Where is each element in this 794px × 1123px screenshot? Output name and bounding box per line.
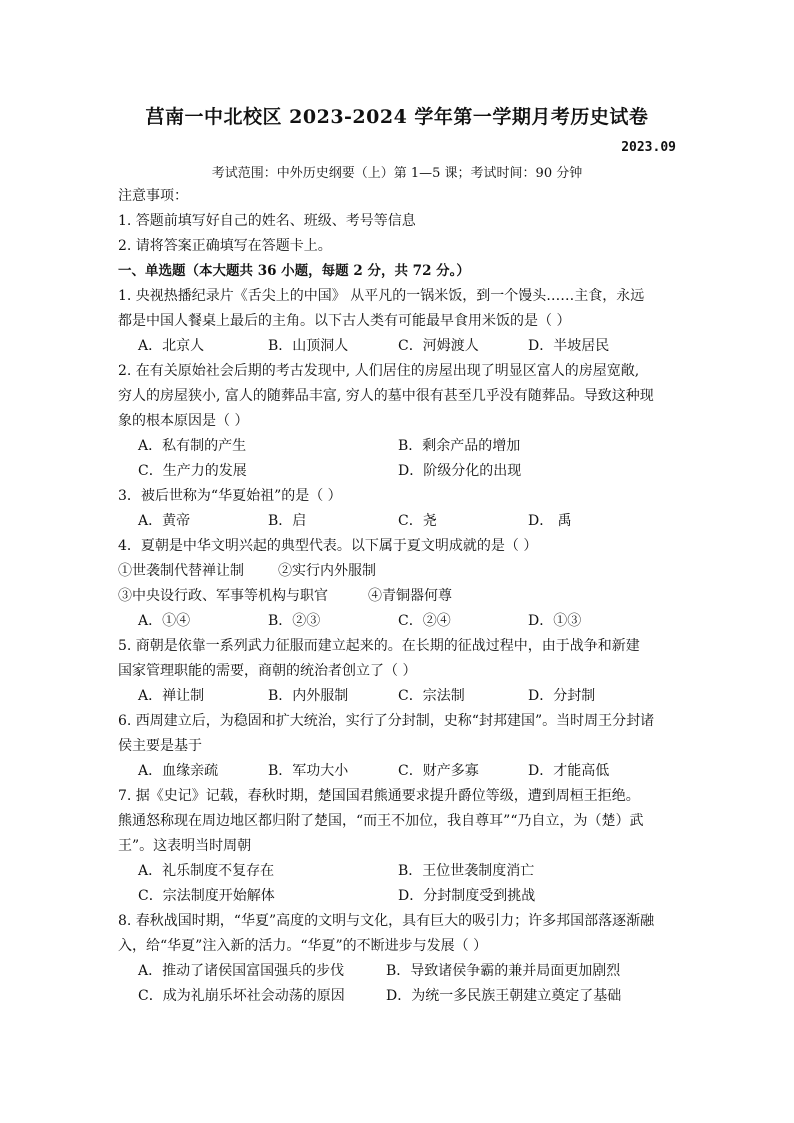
- options-row: [118, 684, 678, 709]
- statement-row: [118, 559, 678, 584]
- option-a: A．黄帝: [138, 513, 191, 529]
- option-a: A．禅让制: [138, 688, 205, 704]
- option-b: B．剩余产品的增加: [398, 438, 521, 454]
- question-text: 穷人的房屋狭小, 富人的随葬品丰富, 穷人的墓中很有甚至几乎没有随葬品。导致这种现: [118, 388, 654, 404]
- question-text: 7. 据《史记》记载，春秋时期，楚国国君熊通要求提升爵位等级，遭到周桓王拒绝。: [118, 788, 640, 804]
- option-d: D．阶级分化的出现: [398, 463, 522, 479]
- question-6: [118, 709, 678, 784]
- option-b: B．启: [268, 513, 307, 529]
- exam-date: 2023.09: [621, 140, 676, 155]
- question-4: [118, 534, 678, 634]
- option-a: A．血缘亲疏: [138, 763, 219, 779]
- question-5: [118, 634, 678, 709]
- option-d: D． 禹: [528, 513, 572, 529]
- options-row: [118, 434, 678, 459]
- option-d: D．为统一多民族王朝建立奠定了基础: [386, 988, 622, 1004]
- option-c: C．财产多寡: [398, 763, 479, 779]
- option-c: C．生产力的发展: [138, 463, 247, 479]
- statement-item: ③中央设行政、军事等机构与职官: [118, 588, 328, 604]
- option-c: C．河姆渡人: [398, 338, 479, 354]
- options-row: [118, 859, 678, 884]
- option-a: A．私有制的产生: [138, 438, 247, 454]
- option-b: B．王位世袭制度消亡: [398, 863, 535, 879]
- option-d: D．①③: [528, 613, 582, 629]
- option-d: D．半坡居民: [528, 338, 610, 354]
- question-text: 国家管理职能的需要，商朝的统治者创立了（ ）: [118, 663, 417, 679]
- option-d: D．才能高低: [528, 763, 610, 779]
- exam-scope: 考试范围：中外历史纲要（上）第 1—5 课；考试时间：90 分钟: [211, 166, 583, 181]
- options-row: [118, 884, 678, 909]
- option-b: B．山顶洞人: [268, 338, 349, 354]
- question-8: [118, 909, 678, 1009]
- option-b: B．内外服制: [268, 688, 349, 704]
- question-text: 象的根本原因是（ ）: [118, 413, 249, 429]
- options-row: [118, 334, 678, 359]
- question-text: 侯主要是基于: [118, 738, 202, 754]
- option-c: C．宗法制: [398, 688, 465, 704]
- question-text: 8. 春秋战国时期，“华夏”高度的文明与文化，具有巨大的吸引力；许多邦国部落逐渐融: [118, 913, 655, 929]
- option-d: D．分封制: [528, 688, 596, 704]
- exam-body: [118, 184, 678, 1009]
- question-7: [118, 784, 678, 909]
- notes-heading: 注意事项：: [118, 188, 188, 204]
- option-a: A．礼乐制度不复存在: [138, 863, 275, 879]
- options-row: [118, 459, 678, 484]
- question-3: [118, 484, 678, 534]
- options-row: [118, 984, 678, 1009]
- question-1: [118, 284, 678, 359]
- note-item: 1. 答题前填写好自己的姓名、班级、考号等信息: [118, 213, 416, 229]
- option-c: C．尧: [398, 513, 437, 529]
- option-c: C．宗法制度开始解体: [138, 888, 275, 904]
- option-a: A．①④: [138, 613, 191, 629]
- question-text: 2. 在有关原始社会后期的考古发现中, 人们居住的房屋出现了明显区富人的房屋宽敞,: [118, 363, 640, 379]
- statement-item: ②实行内外服制: [278, 563, 376, 579]
- option-b: B．导致诸侯争霸的兼并局面更加剧烈: [386, 963, 621, 979]
- question-text: 1. 央视热播纪录片《舌尖上的中国》 从平凡的一锅米饭，到一个馒头……主食，永远: [118, 288, 645, 304]
- statement-item: ①世袭制代替禅让制: [118, 563, 244, 579]
- question-text: 熊通怒称现在周边地区都归附了楚国，“而王不加位，我自尊耳”“乃自立，为（楚）武: [118, 813, 644, 829]
- option-b: B．军功大小: [268, 763, 349, 779]
- question-text: 王”。这表明当时周朝: [118, 838, 252, 854]
- question-2: [118, 359, 678, 484]
- question-text: 入，给“华夏”注入新的活力。“华夏”的不断进步与发展（ ）: [118, 938, 488, 954]
- question-text: 都是中国人餐桌上最后的主角。以下古人类有可能最早食用米饭的是（ ）: [118, 313, 571, 329]
- note-item: 2. 请将答案正确填写在答题卡上。: [118, 238, 332, 254]
- options-row: [118, 959, 678, 984]
- option-b: B．②③: [268, 613, 321, 629]
- option-c: C．②④: [398, 613, 451, 629]
- statement-item: ④青铜器何尊: [368, 588, 452, 604]
- options-row: [118, 759, 678, 784]
- section-heading: 一、单选题（本大题共 36 小题，每题 2 分，共 72 分。）: [118, 263, 470, 279]
- question-text: 5. 商朝是依靠一系列武力征服而建立起来的。在长期的征战过程中，由于战争和新建: [118, 638, 640, 654]
- question-text: 6. 西周建立后，为稳固和扩大统治，实行了分封制，史称“封邦建国”。当时周王分封诸: [118, 713, 655, 729]
- option-c: C．成为礼崩乐坏社会动荡的原因: [138, 988, 345, 1004]
- option-a: A．北京人: [138, 338, 205, 354]
- options-row: [118, 609, 678, 634]
- option-a: A．推动了诸侯国富国强兵的步伐: [138, 963, 345, 979]
- statement-row: [118, 584, 678, 609]
- options-row: [118, 509, 678, 534]
- page-title: 莒南一中北校区 2023-2024 学年第一学期月考历史试卷: [145, 106, 649, 128]
- question-text: 3．被后世称为“华夏始祖”的是（ ）: [118, 488, 342, 504]
- question-text: 4．夏朝是中华文明兴起的典型代表。以下属于夏文明成就的是（ ）: [118, 538, 538, 554]
- option-d: D．分封制度受到挑战: [398, 888, 536, 904]
